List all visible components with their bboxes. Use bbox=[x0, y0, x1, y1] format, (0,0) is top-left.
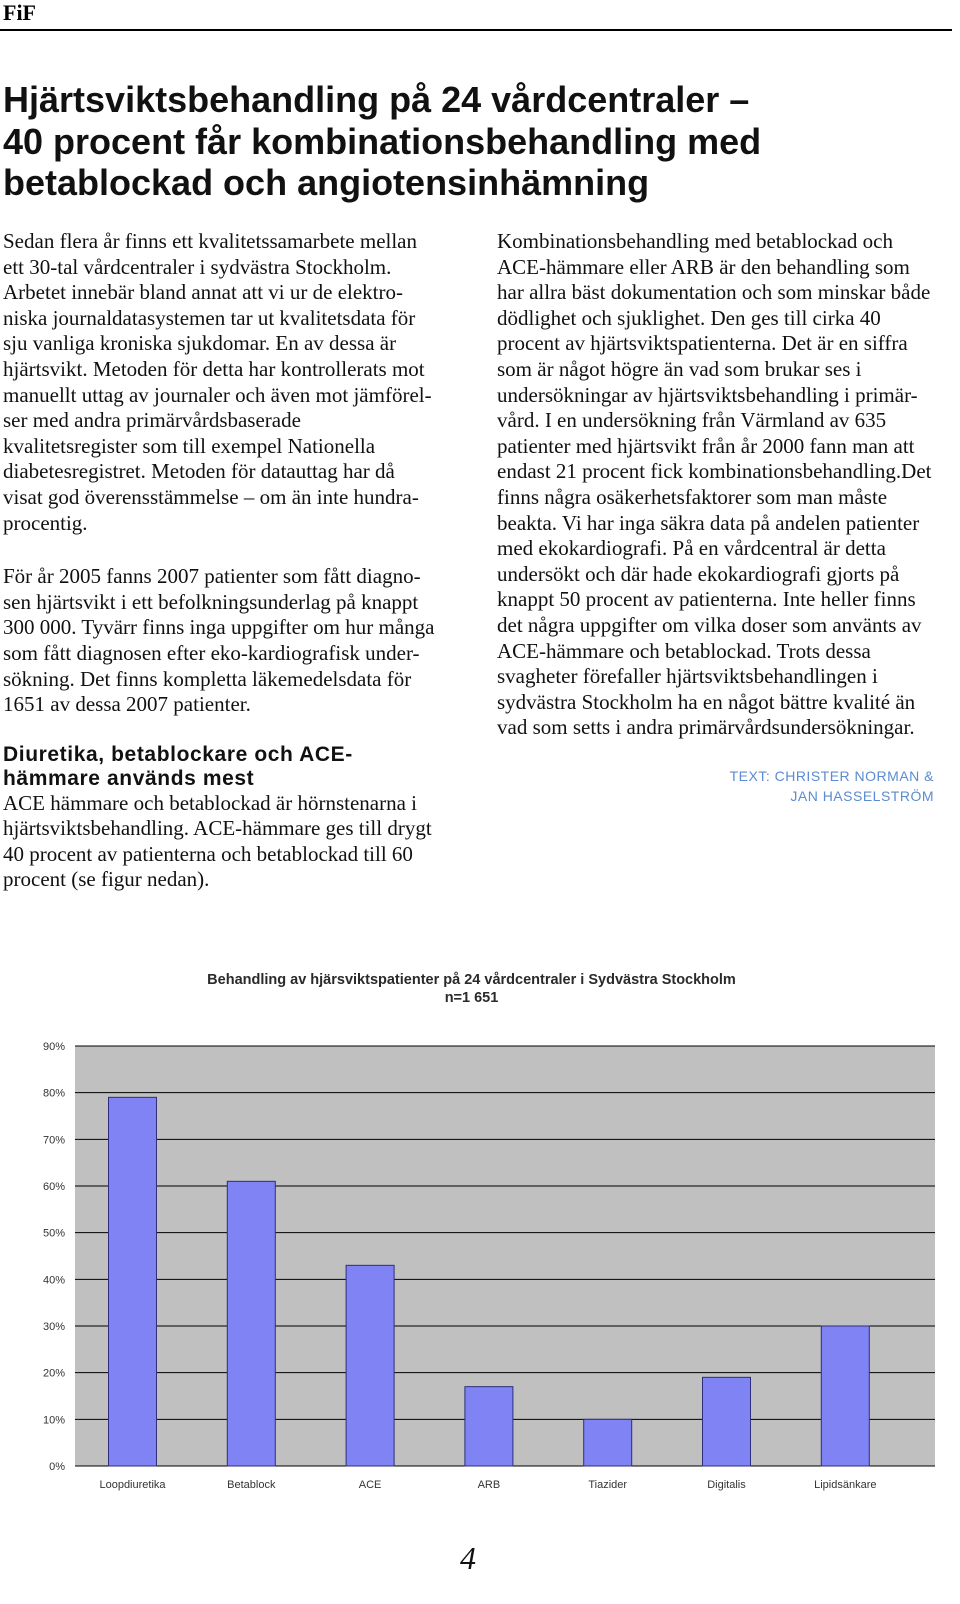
title-line: betablockad och angiotensinhämning bbox=[3, 162, 650, 203]
body-text-line: vad som setts i andra primärvårdsundersökningar. bbox=[497, 715, 915, 740]
bar-loopdiuretika bbox=[109, 1097, 157, 1466]
body-text-line: finns några osäkerhetsfaktorer som man måste bbox=[497, 484, 888, 509]
y-tick-label: 60% bbox=[42, 1181, 65, 1193]
bar-chart bbox=[0, 960, 960, 1500]
x-tick-label: Loopdiuretika bbox=[99, 1479, 166, 1491]
body-text-line: hjärtsvikt. Metoden för detta har kontrollerats mot bbox=[3, 356, 425, 381]
bar-lipidsankare bbox=[821, 1326, 869, 1466]
body-text-line: ser med andra primärvårdsbaserade bbox=[3, 408, 301, 433]
body-text-line: manuellt uttag av journaler och även mot jämförel- bbox=[3, 382, 432, 407]
body-text-line: 40 procent av patienterna och betablockad till 60 bbox=[3, 841, 413, 866]
x-tick-label: Tiazider bbox=[588, 1479, 628, 1491]
subheading-line: hämmare används mest bbox=[3, 766, 255, 790]
body-text-line: det några uppgifter om vilka doser som använts av bbox=[497, 612, 922, 637]
article-title bbox=[3, 79, 953, 204]
body-text-line: ACE-hämmare eller ARB är den behandling som bbox=[497, 254, 910, 279]
chart-title: Behandling av hjärsviktspatienter på 24 vårdcentraler i Sydvästra Stockholm bbox=[207, 972, 736, 988]
y-tick-label: 80% bbox=[42, 1087, 65, 1100]
body-text-line: procent av hjärtsviktspatienterna. Det är en siffra bbox=[497, 331, 908, 356]
body-text-line: hjärtsviktsbehandling. ACE-hämmare ges till drygt bbox=[3, 816, 432, 841]
body-text-line: som fått diagnosen efter eko-kardiografisk under- bbox=[3, 640, 420, 665]
byline-line: TEXT: CHRISTER NORMAN & bbox=[729, 768, 934, 784]
y-tick-label: 70% bbox=[42, 1134, 65, 1147]
body-text-line: kvalitetsregister som till exempel Nationella bbox=[3, 433, 376, 458]
body-text-line: sydvästra Stockholm ha en något bättre kvalité än bbox=[497, 689, 916, 714]
body-text-line: diabetesregistret. Metoden för datauttag har då bbox=[3, 459, 395, 484]
body-text-line: Arbetet innebär bland annat att vi ur de elektro- bbox=[3, 280, 404, 305]
body-text-line: beakta. Vi har inga säkra data på andelen patienter bbox=[497, 510, 920, 535]
header-rule bbox=[0, 29, 952, 31]
body-text-line: som är något högre än vad som brukar ses i bbox=[497, 356, 862, 381]
body-text-line: undersökningar av hjärtsviktsbehandling i primär- bbox=[497, 382, 918, 407]
bar-ace bbox=[346, 1265, 394, 1466]
body-text-line: ett 30-tal vårdcentraler i sydvästra Stockholm. bbox=[3, 254, 392, 279]
body-text-line: patienter med hjärtsvikt från år 2000 fann man att bbox=[497, 433, 915, 458]
body-text-line: sju vanliga kroniska sjukdomar. En av dessa är bbox=[3, 331, 397, 356]
x-tick-label: Digitalis bbox=[707, 1479, 746, 1491]
y-tick-label: 30% bbox=[42, 1321, 65, 1333]
y-tick-label: 10% bbox=[42, 1414, 65, 1427]
left-column bbox=[3, 229, 473, 893]
body-text-line: har allra bäst dokumentation och som minskar både bbox=[497, 280, 931, 305]
body-text-line: visat god överensstämmelse – om än inte hundra- bbox=[3, 484, 419, 509]
bar-arb bbox=[465, 1387, 513, 1466]
bar-tiazider bbox=[584, 1419, 632, 1466]
right-column bbox=[497, 229, 952, 741]
body-text-line: Kombinationsbehandling med betablockad och bbox=[497, 229, 893, 253]
body-text-line: procentig. bbox=[3, 510, 88, 535]
x-tick-label: ARB bbox=[477, 1479, 501, 1491]
body-text-line: ACE hämmare och betablockad är hörnstenarna i bbox=[3, 790, 418, 815]
body-text-line: sökning. Det finns kompletta läkemedelsdata för bbox=[3, 666, 412, 691]
subheading-line: Diuretika, betablockare och ACE- bbox=[3, 742, 353, 766]
x-tick-label: Betablock bbox=[227, 1479, 276, 1491]
section-subheading bbox=[3, 743, 473, 791]
x-tick-label: Lipidsänkare bbox=[814, 1479, 877, 1491]
chart-subtitle: n=1 651 bbox=[444, 990, 499, 1006]
byline bbox=[560, 766, 934, 806]
body-text-line: procent (se figur nedan). bbox=[3, 867, 210, 892]
title-line: Hjärtsviktsbehandling på 24 vårdcentraler – bbox=[3, 79, 750, 120]
body-text-line: undersökt och där hade ekokardiografi gjorts på bbox=[497, 561, 900, 586]
title-line: 40 procent får kombinationsbehandling med bbox=[3, 120, 762, 162]
body-text-line: niska journaldatasystemen tar ut kvalitetsdata för bbox=[3, 305, 416, 330]
body-text-line: 300 000. Tyvärr finns inga uppgifter om hur många bbox=[3, 615, 435, 640]
body-text-line: vård. I en undersökning från Värmland av 635 bbox=[497, 408, 887, 433]
y-tick-label: 50% bbox=[42, 1227, 65, 1240]
body-text-line: sen hjärtsvikt i ett befolkningsunderlag på knappt bbox=[3, 589, 419, 614]
combination-paragraph bbox=[497, 229, 952, 741]
y-tick-label: 90% bbox=[42, 1041, 65, 1053]
byline-line: JAN HASSELSTRÖM bbox=[790, 788, 934, 804]
y-tick-label: 0% bbox=[49, 1461, 65, 1473]
x-tick-label: ACE bbox=[358, 1479, 382, 1491]
bar-betablock bbox=[227, 1181, 275, 1466]
y-tick-label: 20% bbox=[42, 1367, 65, 1380]
page-number: 4 bbox=[460, 1540, 476, 1576]
y-tick-label: 40% bbox=[42, 1274, 65, 1287]
body-text-line: dödlighet och sjuklighet. Den ges till cirka 40 bbox=[497, 305, 881, 330]
body-text-line: ACE-hämmare och betablockad. Trots dessa bbox=[497, 638, 871, 663]
bar-digitalis bbox=[703, 1377, 751, 1466]
body-text-line: endast 21 procent fick kombinationsbehandling.Det bbox=[497, 459, 932, 484]
body-text-line: För år 2005 fanns 2007 patienter som fått diagno- bbox=[3, 564, 421, 589]
intro-paragraph bbox=[3, 229, 473, 536]
body-text-line: Sedan flera år finns ett kvalitetssamarbete mellan bbox=[3, 229, 418, 253]
body-text-line: med ekokardiografi. På en vårdcentral är detta bbox=[497, 536, 886, 561]
body-text-line: knappt 50 procent av patienterna. Inte heller finns bbox=[497, 587, 916, 612]
section-paragraph bbox=[3, 791, 473, 893]
magazine-label: FiF bbox=[3, 0, 36, 25]
body-text-line: svagheter förefaller hjärtsviktsbehandlingen i bbox=[497, 664, 878, 689]
body-text-line: 1651 av dessa 2007 patienter. bbox=[3, 692, 251, 717]
patients-paragraph bbox=[3, 564, 473, 718]
